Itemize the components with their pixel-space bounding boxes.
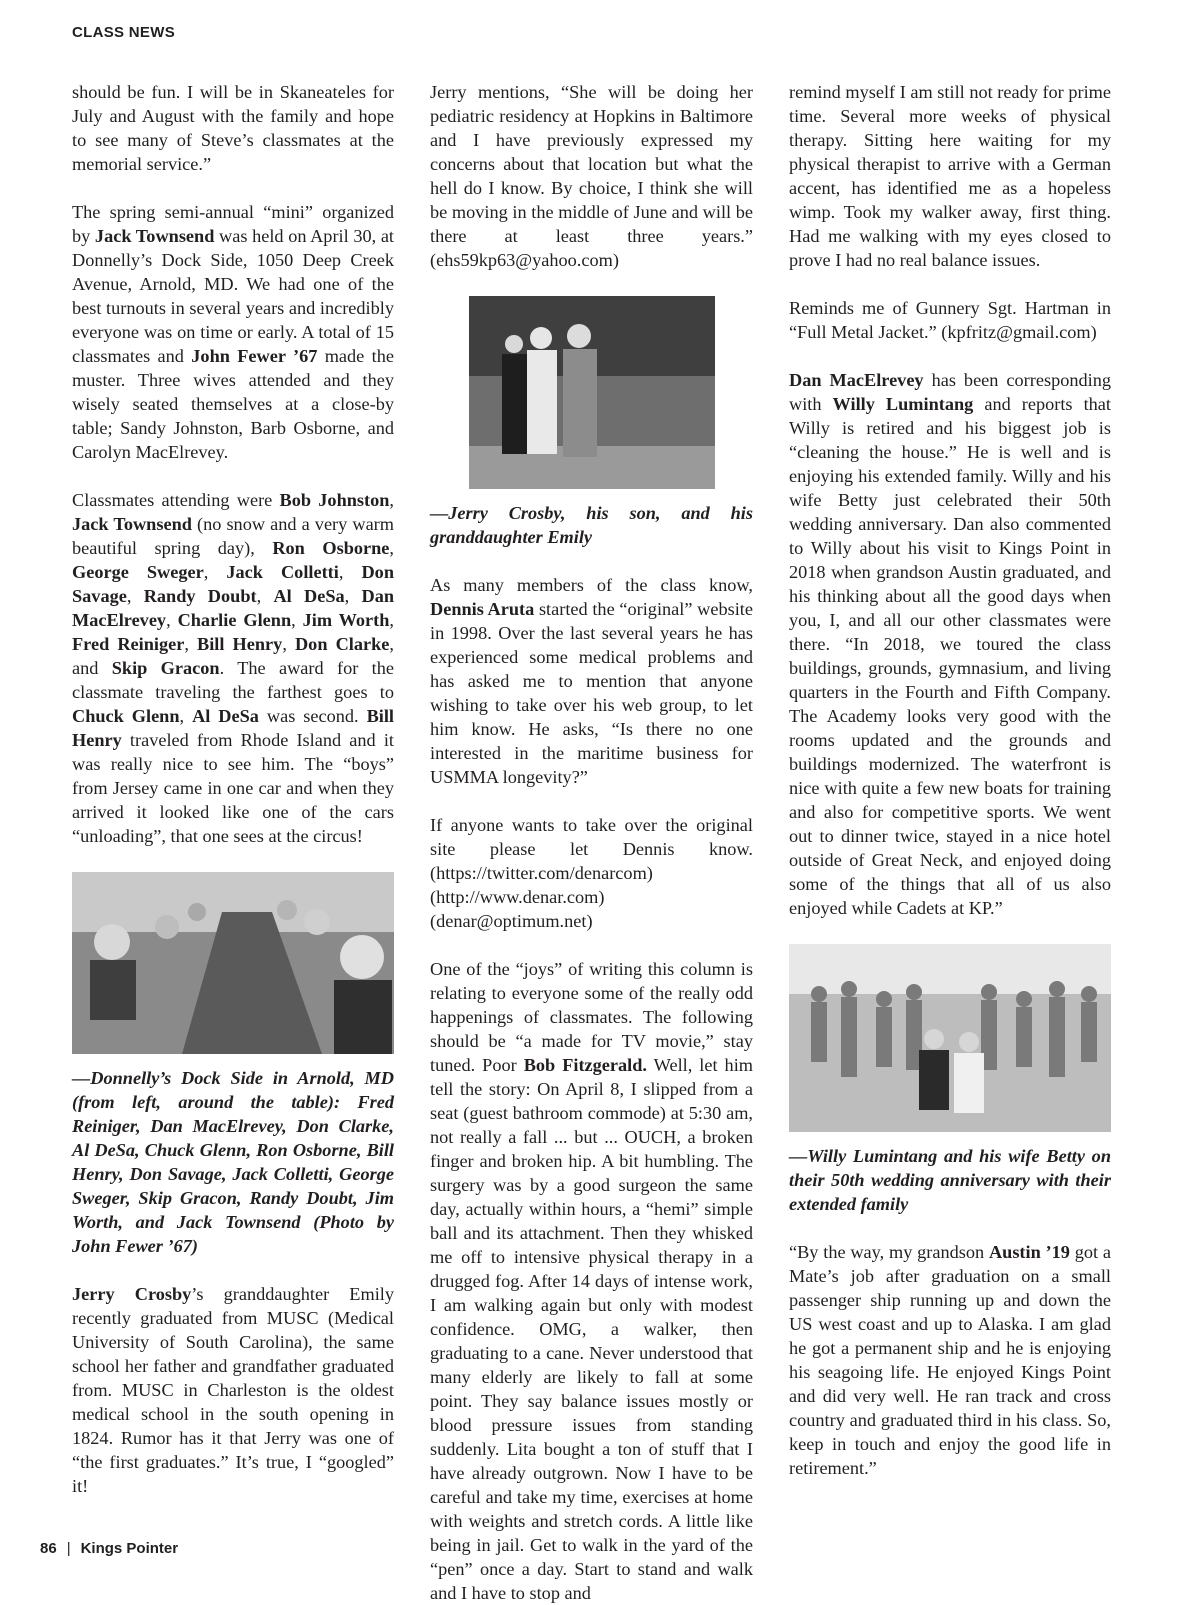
photo-caption: —Donnelly’s Dock Side in Arnold, MD (from left, around the table): Fred Reiniger, Dan MacElrevey, Don Clarke, Al DeSa, Chuck Glenn, Ron Osborne, Bill Henry, Don Savage, Jack Colletti, George Sweger, Skip Gracon, Randy Doubt, Jim Worth, and Jack Townsend (Photo by John Fewer ’67)	[72, 1068, 394, 1256]
column-1	[72, 80, 394, 1498]
paragraph: Jerry mentions, “She will be doing her pediatric residency at Hopkins in Baltimore and I have previously expressed my concerns about that location but what the hell do I know. By choice, I think she will be moving in the middle of June and will be there at least three years.” (ehs59kp63@yahoo.com)	[430, 82, 753, 270]
column-2	[430, 80, 753, 1605]
paragraph: If anyone wants to take over the original site please let Dennis know. (https://twitter.com/denarcom) (http://www.denar.com) (denar@optimum.net)	[430, 815, 753, 931]
paragraph: The spring semi-annual “mini” organized by Jack Townsend was held on April 30, at Donnelly’s Dock Side, 1050 Deep Creek Avenue, Arnold, MD. We had one of the best turnouts in several years and incredibly everyone was on time or early. A total of 15 classmates and John Fewer ’67 made the muster. Three wives attended and they wisely seated themselves at a close-by table; Sandy Johnston, Barb Osborne, and Carolyn MacElrevey.	[72, 202, 395, 462]
photo-lumintang-anniversary	[789, 944, 1111, 1132]
publication-name: Kings Pointer	[80, 1540, 179, 1557]
photo-dock-side-dinner	[72, 872, 394, 1054]
paragraph: Reminds me of Gunnery Sgt. Hartman in “Full Metal Jacket.” (kpfritz@gmail.com)	[789, 298, 1111, 342]
paragraph: Jerry Crosby’s granddaughter Emily recently graduated from MUSC (Medical University of South Carolina), the same school her father and grandfather graduated from. MUSC in Charleston is the oldest medical school in the south opening in 1824. Rumor has it that Jerry was one of “the first graduates.” It’s true, I “googled” it!	[72, 1284, 394, 1496]
paragraph: One of the “joys” of writing this column is relating to everyone some of the really odd happenings of classmates. The following should be “a made for TV movie,” stay tuned. Poor Bob Fitzgerald. Well, let him tell the story: On April 8, I slipped from a seat (guest bathroom commode) at 5:30 am, not really a fall ... but ... OUCH, a broken finger and broken hip. A bit humbling. The surgery was by a good surgeon the same day, actually within hours, a “hemi” simple ball and its attachment. Then they whisked me off to intensive physical therapy in a drugged fog. After 14 days of intense work, I am walking again but only with modest confidence. OMG, a walker, then graduating to a cane. Never understood that many elderly are likely to fall at some point. They say balance issues mostly or blood pressure issues from standing suddenly. Lita bought a ton of stuff that I have already outgrown. Now I have to be careful and take my time, exercises at home with weights and stretch cords. A little like being in jail. Get to walk in the yard of the “pen” once a day. Start to stand and walk and I have to stop and	[430, 959, 753, 1603]
paragraph: Classmates attending were Bob Johnston, Jack Townsend (no snow and a very warm beautiful spring day), Ron Osborne, George Sweger, Jack Colletti, Don Savage, Randy Doubt, Al DeSa, Dan MacElrevey, Charlie Glenn, Jim Worth, Fred Reiniger, Bill Henry, Don Clarke, and Skip Gracon. The award for the classmate traveling the farthest goes to Chuck Glenn, Al DeSa was second. Bill Henry traveled from Rhode Island and it was really nice to see him. The “boys” from Jersey came in one car and when they arrived it looked like one of the cars “unloading”, that one sees at the circus!	[72, 490, 395, 846]
paragraph: “By the way, my grandson Austin ’19 got a Mate’s job after graduation on a small passenger ship running up and down the US west coast and up to Alaska. I am glad he got a permanent ship and he is enjoying his seagoing life. He enjoyed Kings Point and did very well. He ran track and cross country and graduated third in his class. So, keep in touch and enjoy the good life in retirement.”	[789, 1242, 1111, 1478]
column-3	[789, 80, 1111, 1480]
paragraph: As many members of the class know, Dennis Aruta started the “original” website in 1998. Over the last several years he has experienced some medical problems and has asked me to mention that anyone wishing to take over his web group, to let him know. He asks, “Is there no one interested in the maritime business for USMMA longevity?”	[430, 575, 754, 787]
section-label: CLASS NEWS	[72, 24, 176, 41]
footer-separator: |	[66, 1540, 71, 1557]
paragraph: Dan MacElrevey has been corresponding with Willy Lumintang and reports that Willy is retired and his biggest job is “cleaning the house.” He is well and is enjoying his extended family. Willy and his wife Betty just celebrated their 50th wedding anniversary. Dan also commented to Willy about his visit to Kings Point in 2018 when grandson Austin graduated, and his thinking about all the good days when you, I, and all our other classmates were there. “In 2018, we toured the class buildings, grounds, gymnasium, and living quarters in the Fourth and Fifth Company. The Academy looks very good with the rooms updated and the grounds and buildings modernized. The waterfront is nice with quite a few new boats for training and also for competitive sports. We went out to dinner twice, stayed in a nice hotel outside of Great Neck, and enjoyed doing some of the things that all of us also enjoyed while Cadets at KP.”	[789, 370, 1112, 918]
photo-caption: —Willy Lumintang and his wife Betty on their 50th wedding anniversary with their extended family	[789, 1146, 1111, 1214]
photo-caption: —Jerry Crosby, his son, and his granddaughter Emily	[430, 503, 753, 547]
page-number: 86	[40, 1540, 57, 1557]
paragraph: remind myself I am still not ready for prime time. Several more weeks of physical therapy. Sitting here waiting for my physical therapist to arrive with a German accent, has identified me as a hopeless wimp. Took my walker away, first thing. Had me walking with my eyes closed to prove I had no real balance issues.	[789, 82, 1111, 270]
page-footer	[40, 1540, 178, 1557]
paragraph: should be fun. I will be in Skaneateles for July and August with the family and hope to see many of Steve’s classmates at the memorial service.”	[72, 82, 394, 174]
photo-crosby-family	[469, 296, 715, 489]
